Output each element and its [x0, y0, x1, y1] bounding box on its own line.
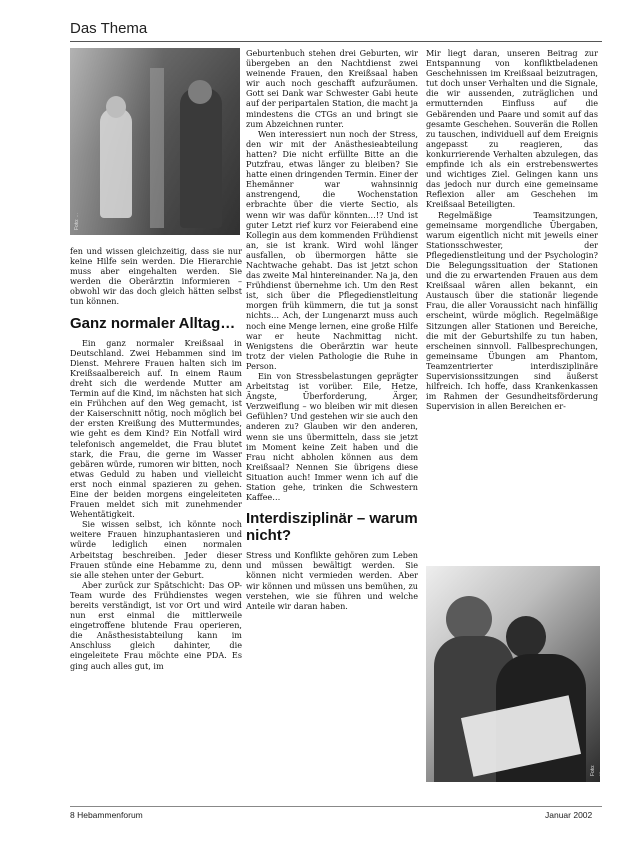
col2-paragraph-2: Wen interessiert nun noch der Stress, den wir mit der Anästhesieabteilung hatten? Die nicht erfüllte Bitte an die Putzfrau, etwas länger zu bleiben? Sie hatte einen dringenden Termin. Einer der Ehemänner war wahnsinnig anstrengend, die Wochenstation erbrachte über die vierte Sectio, als wenn wir was dafür könnten…!? Und ist guter Letzt rief kurz vor Feierabend eine Kollegin aus dem kommenden Frühdienst an, sie ist krank. Wird wohl länger ausfallen, ob übermorgen hätte sie Nachtwache gehabt. Das ist jetzt schon das zweite Mal hintereinander. Na ja, den Frühdienst übernehme ich. Um den Rest ist, sich über die Pflegedienstleitung morgen früh kümmern, die tut ja sonst nichts… Ach, der Lungenarzt muss auch noch eine Menge lernen, eine große Hilfe war er heute Nachmittag nicht. Wenigstens die Oberärztin war heute trotz der vielen Pathologie die Ruhe in Person. [246, 128, 418, 371]
corridor-photo [70, 48, 240, 235]
col2-paragraph-3: Ein von Stressbelastungen geprägter Arbeitstag ist vorüber. Eile, Hetze, Ängste, Überforderung, Ärger, Verzweiflung – wo bleiben wir mit diesen Gefühlen? Und gestehen wir sie auch den anderen zu? Glauben wir den anderen, wenn sie uns übermitteln, dass sie jetzt im Moment keine Zeit haben und die Frau nicht abholen können aus dem Kreißsaal? Nennen Sie übrigens diese Situation auch! Immer wenn ich auf die Station gehe, trinken die Schwestern Kaffee… [246, 371, 418, 503]
col1-paragraph-1: fen und wissen gleichzeitig, dass sie nur keine Hilfe sein werden. Die Hierarchie muss aber eingehalten werden. Sie werden die Oberärztin informieren – obwohl wir das doch gleich hätten selbst tun können. [70, 246, 242, 307]
col3-paragraph-2: Regelmäßige Teamsitzungen, gemeinsame morgendliche Übergaben, warum eigentlich nicht mit jeweils einer Stationsschwester, der Pflegedienstleitung und der Psychologin? Die Belegungssituation der Stationen und die zu erwartenden Frauen aus dem Kreißsaal wären allen bekannt, ein Austausch über die stationär liegende Frau, die aller Voraussicht nach hinfällig erscheint, würde möglich. Regelmäßige Sitzungen aller Stationen und Bereiche, die mit der Geburtshilfe zu tun haben, erscheinen sinnvoll. Fallbesprechungen, gemeinsame Übungen am Phantom, Teamzentrierter interdisziplinäre Supervisionssitzungen sind äußerst hilfreich. Ich hoffe, dass Krankenkassen im Rahmen der Gesundheitsförderung Supervision in allen Bereichen er- [426, 209, 598, 412]
col1-paragraph-2: Ein ganz normaler Kreißsaal in Deutschland. Zwei Hebammen sind im Dienst. Mehrere Frauen halten sich im Kreißsaalbereich auf. In einem Raum dreht sich die werdende Mutter am Termin auf die Kind, im nächsten hat sich ein Frühchen auf den Weg gemacht, ist der Kaiserschnitt nötig, noch möglich bei der ersten Kreißung des Muttermundes, wie geht es dem Kind? Ein Notfall wird telefonisch angemeldet, die Frau blutet stark, die Frau, die gerne im Wasser gebären würde, rumoren wir bitten, noch etwas Geduld zu haben und vielleicht erst noch einmal spazieren zu gehen. Eine der beiden morgens eingeleiteten Frauen meldet sich mit zunehmender Wehentätigkeit. [70, 337, 242, 520]
photo2-credit: Foto: ... [590, 764, 602, 776]
heading-interdisziplinaer: Interdisziplinär – warum nicht? [246, 510, 418, 545]
column-2 [246, 48, 418, 611]
column-3 [426, 48, 598, 411]
col2-paragraph-4: Stress und Konflikte gehören zum Leben und müssen bewältigt werden. Sie können nicht vermieden werden. Aber wir können und müssen uns bemühen, zu verstehen, wie sie führen und welche Anteile wir daran haben. [246, 550, 418, 611]
footer-page-number: 8 Hebammenforum [70, 810, 143, 820]
section-label: Das Thema [70, 20, 148, 37]
col1-paragraph-4: Aber zurück zur Spätschicht: Das OP-Team wurde des Frühdienstes wegen bereits verständigt, ist vor Ort und wird nun erst einmal die mittlerweile eingetroffene blutende Frau operieren, die Anästhesistabteilung kann im Anschluss gleich dahinter, die eingeleitete Frau möchte eine PDA. Es ging auch alles gut, im [70, 579, 242, 671]
column-1 [70, 246, 242, 671]
footer-rule [70, 806, 602, 807]
discussion-photo [426, 566, 600, 782]
col2-paragraph-1: Geburtenbuch stehen drei Geburten, wir übergeben an den Nachtdienst zwei weinende Frauen, den Kreißsaal haben wir auch noch geschafft aufzuräumen. Gott sei Dank war Schwester Gabi heute auf der peripartalen Station, die macht ja mindestens die CTGs an und bringt sie zum Abzeichnen runter. [246, 48, 418, 129]
footer-issue-date: Januar 2002 [545, 810, 593, 820]
col3-paragraph-1: Mir liegt daran, unseren Beitrag zur Entspannung von konfliktbeladenen Geschehnissen im Kreißsaal beizutragen, tut doch unser Verhalten und die Signale, die wir aussenden, zuträglichen und ermutternden Einfluss auf die Gebärenden und Paare und somit auf das gesamte Geschehen. Souverän die Rollen zu tauschen, individuell auf dem Ereignis angepasst zu reagieren, das konkurrierende Verhalten abzulegen, das empfinde ich als ein erstrebenswertes und wichtiges Ziel. Gelingen kann uns das jedoch nur durch eine gemeinsame Reflexion aller am Geschehen im Kreißsaal Beteiligten. [426, 48, 598, 210]
col1-paragraph-3: Sie wissen selbst, ich könnte noch weitere Frauen hinzuphantasieren und würde lediglich einen normalen Arbeitstag beschreiben. Jeder dieser Frauen stünde eine Hebamme zu, denn sie alle stehen unter der Geburt. [70, 519, 242, 580]
heading-ganz-normaler-alltag: Ganz normaler Alltag… [70, 314, 236, 332]
photo1-credit: Foto: ... [74, 213, 80, 230]
header-rule [70, 41, 602, 42]
